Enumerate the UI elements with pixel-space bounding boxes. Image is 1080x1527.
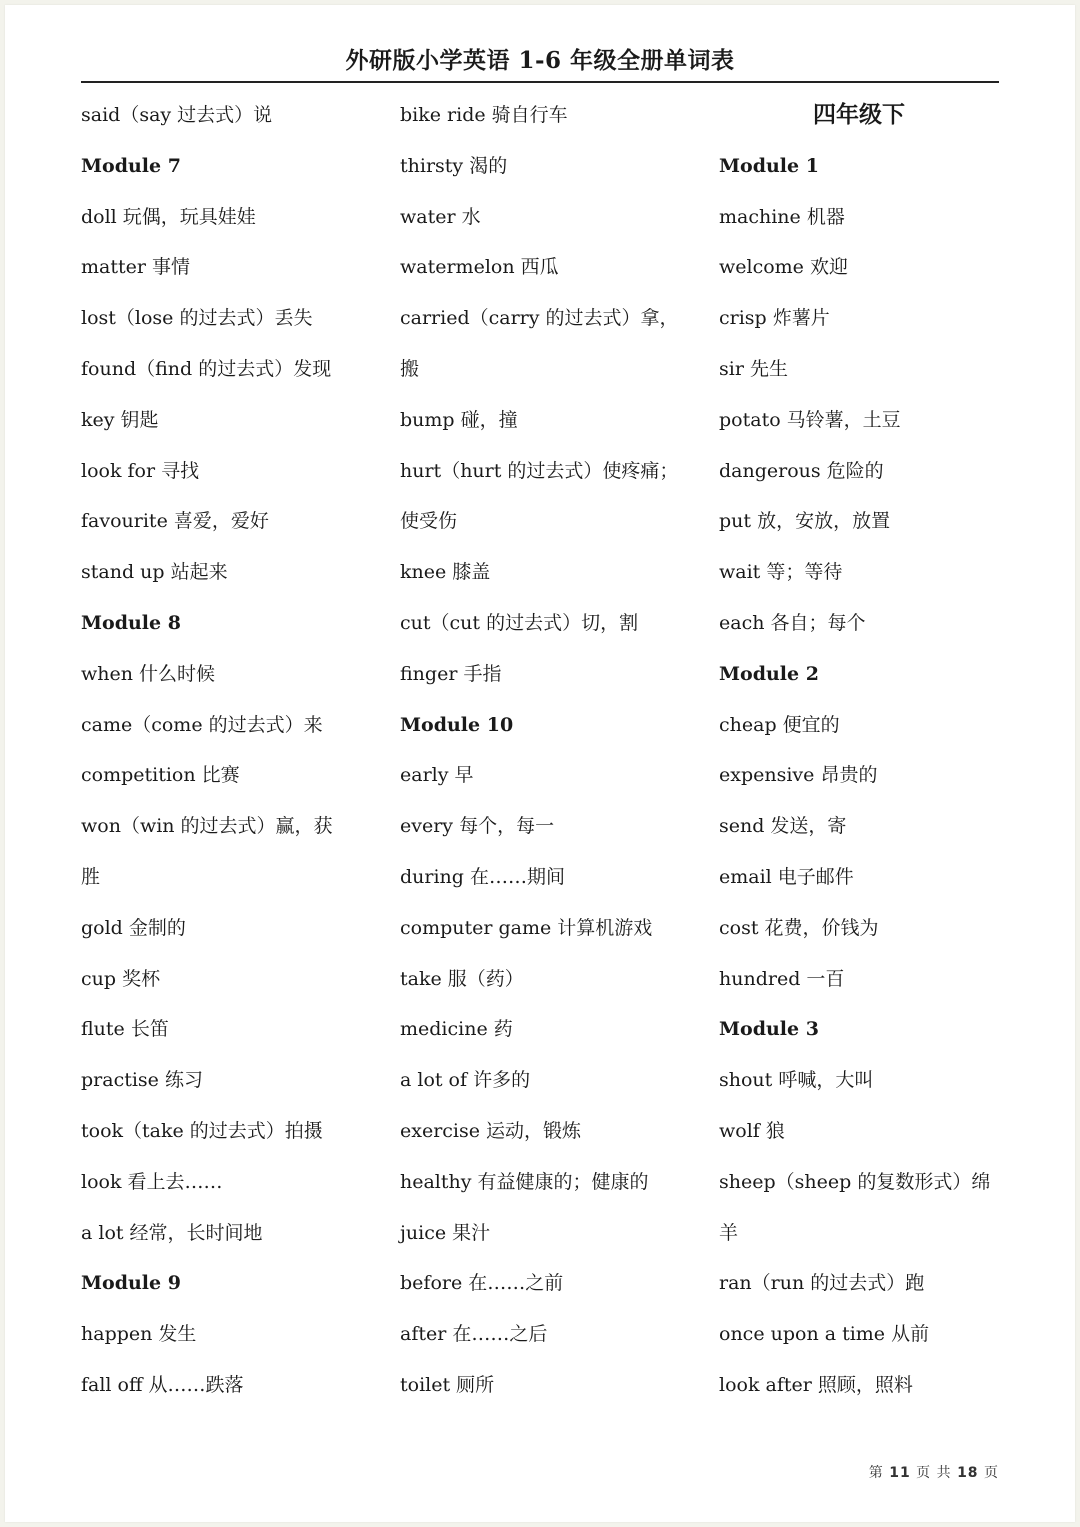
footer-total-pages: 18 <box>957 1465 979 1481</box>
vocab-entry: dangerous 危险的 <box>719 459 884 482</box>
vocab-entry: medicine 药 <box>400 1018 513 1041</box>
vocab-entry: put 放，安放，放置 <box>719 510 891 533</box>
vocab-entry: exercise 运动，锻炼 <box>400 1119 582 1142</box>
vocab-entry: key 钥匙 <box>81 408 159 431</box>
vocab-entry: fall off 从……跌落 <box>81 1373 244 1396</box>
vocab-entry: a lot 经常，长时间地 <box>81 1221 263 1244</box>
vocab-entry: cut（cut 的过去式）切，割 <box>400 611 639 634</box>
page-footer <box>869 1462 999 1482</box>
module-heading: Module 3 <box>719 1018 819 1041</box>
vocab-entry: took（take 的过去式）拍摄 <box>81 1119 323 1142</box>
vocab-entry: happen 发生 <box>81 1323 197 1346</box>
vocab-entry: welcome 欢迎 <box>719 256 848 279</box>
vocab-entry: water 水 <box>400 205 481 228</box>
vocab-entry: shout 呼喊，大叫 <box>719 1069 874 1092</box>
vocab-entry: every 每个，每一 <box>400 815 555 838</box>
vocab-entry: wait 等；等待 <box>719 561 843 584</box>
vocab-entry: toilet 厕所 <box>400 1373 495 1396</box>
vocab-entry: sheep（sheep 的复数形式）绵 <box>719 1170 991 1193</box>
module-heading: Module 8 <box>81 611 181 634</box>
grade-heading: 四年级下 <box>813 101 905 128</box>
footer-label-page: 第 <box>868 1465 884 1481</box>
vocab-entry: 使受伤 <box>400 510 458 533</box>
vocab-entry: sir 先生 <box>719 357 788 380</box>
vocab-entry: doll 玩偶，玩具娃娃 <box>81 205 256 228</box>
vocab-entry: hundred 一百 <box>719 967 845 990</box>
vocab-entry: 搬 <box>400 357 420 380</box>
vocab-entry: before 在……之前 <box>400 1272 564 1295</box>
vocab-entry: healthy 有益健康的；健康的 <box>400 1170 649 1193</box>
vocab-entry: machine 机器 <box>719 205 845 228</box>
module-heading: Module 9 <box>81 1272 181 1295</box>
vocab-entry: potato 马铃薯，土豆 <box>719 408 901 431</box>
vocab-entry: lost（lose 的过去式）丢失 <box>81 307 313 330</box>
vocab-entry: knee 膝盖 <box>400 561 491 584</box>
module-heading: Module 7 <box>81 154 181 177</box>
vocab-entry: take 服（药） <box>400 967 524 990</box>
vocab-entry: cheap 便宜的 <box>719 713 840 736</box>
footer-label-pages: 页 <box>984 1465 999 1481</box>
vocab-entry: look for 寻找 <box>81 459 200 482</box>
vocab-entry: juice 果汁 <box>400 1221 491 1244</box>
vocab-entry: watermelon 西瓜 <box>400 256 559 279</box>
vocab-entry: practise 练习 <box>81 1069 203 1092</box>
vocab-entry: bump 碰，撞 <box>400 408 518 431</box>
vocab-entry: said（say 过去式）说 <box>81 104 273 126</box>
vocab-entry: matter 事情 <box>81 256 190 279</box>
vocab-entry: favourite 喜爱，爱好 <box>81 510 269 533</box>
vocab-entry: came（come 的过去式）来 <box>81 713 323 736</box>
vocab-entry: stand up 站起来 <box>81 561 228 584</box>
vocab-entry: after 在……之后 <box>400 1323 548 1346</box>
vocab-entry: ran（run 的过去式）跑 <box>719 1272 925 1295</box>
document-title: 外研版小学英语 1-6 年级全册单词表 <box>345 47 735 74</box>
vocab-entry: thirsty 渴的 <box>400 154 508 177</box>
vocab-entry: found（find 的过去式）发现 <box>81 357 332 380</box>
vocab-entry: during 在……期间 <box>400 865 565 888</box>
vocab-entry: cost 花费，价钱为 <box>719 916 879 939</box>
vocab-column-3 <box>719 90 1009 1411</box>
vocab-entry: expensive 昂贵的 <box>719 764 878 787</box>
vocab-entry: carried（carry 的过去式）拿， <box>400 307 679 330</box>
vocab-entry: send 发送，寄 <box>719 815 847 838</box>
vocab-entry: 胜 <box>81 865 101 888</box>
vocab-entry: 羊 <box>719 1221 739 1244</box>
vocab-entry: bike ride 骑自行车 <box>400 104 568 126</box>
vocab-column-2 <box>400 90 700 1411</box>
vocab-entry: each 各自；每个 <box>719 611 866 634</box>
vocab-entry: early 早 <box>400 764 474 787</box>
vocab-entry: cup 奖杯 <box>81 967 161 990</box>
vocab-entry: look 看上去…… <box>81 1170 223 1193</box>
module-heading: Module 10 <box>400 713 514 736</box>
module-heading: Module 1 <box>719 154 819 177</box>
vocab-entry: won（win 的过去式）赢，获 <box>81 815 333 838</box>
vocab-entry: finger 手指 <box>400 662 502 685</box>
vocab-entry: once upon a time 从前 <box>719 1323 930 1346</box>
vocab-entry: a lot of 许多的 <box>400 1069 531 1092</box>
vocab-column-1 <box>81 90 381 1411</box>
vocab-entry: gold 金制的 <box>81 916 186 939</box>
vocab-entry: when 什么时候 <box>81 662 216 685</box>
title-divider <box>81 81 999 83</box>
vocab-entry: email 电子邮件 <box>719 865 854 888</box>
vocab-entry: crisp 炸薯片 <box>719 307 830 330</box>
vocab-entry: flute 长笛 <box>81 1018 169 1041</box>
vocab-entry: competition 比赛 <box>81 764 240 787</box>
vocab-entry: computer game 计算机游戏 <box>400 916 653 939</box>
vocab-entry: look after 照顾，照料 <box>719 1373 913 1396</box>
footer-current-page: 11 <box>889 1465 911 1481</box>
module-heading: Module 2 <box>719 662 819 685</box>
vocab-entry: wolf 狼 <box>719 1119 785 1142</box>
footer-label-of: 页 共 <box>916 1465 952 1481</box>
vocab-entry: hurt（hurt 的过去式）使疼痛； <box>400 459 679 482</box>
